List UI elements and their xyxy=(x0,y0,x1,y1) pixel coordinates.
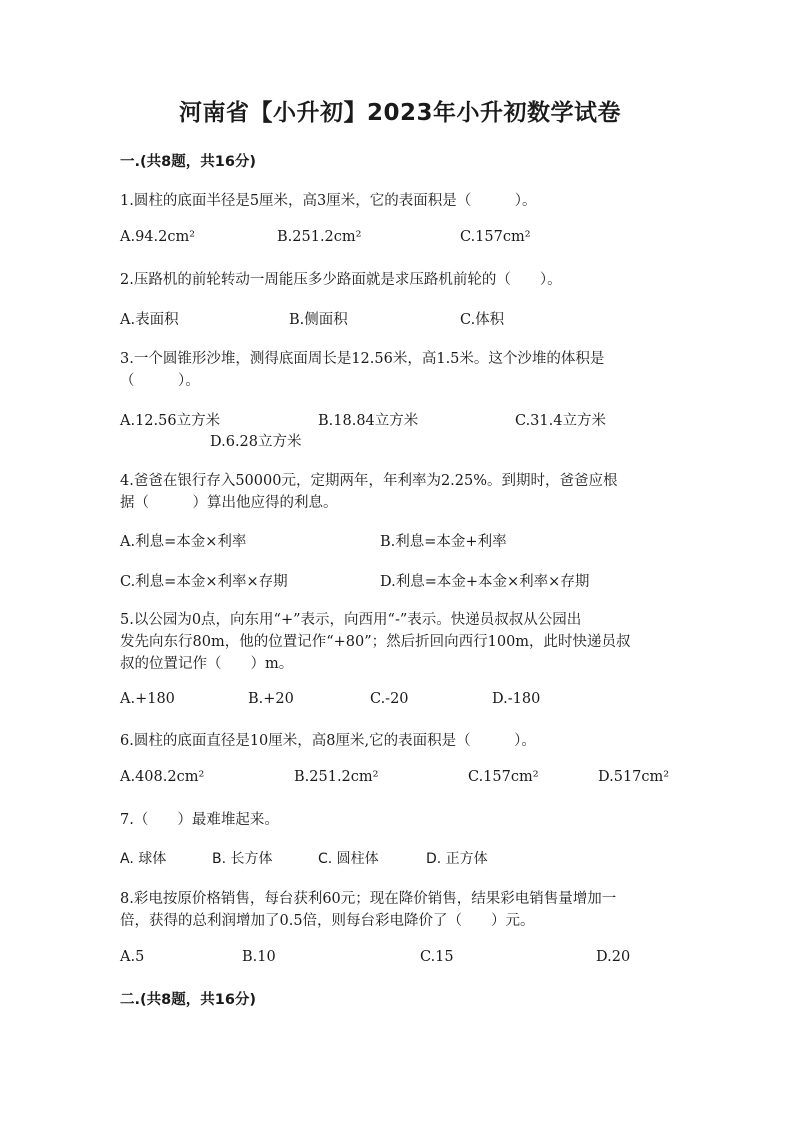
question-6-option-d[interactable]: D.517cm² xyxy=(598,769,670,785)
question-8-option-b[interactable]: B.10 xyxy=(242,949,276,965)
question-6-option-a[interactable]: A.408.2cm² xyxy=(120,769,205,785)
question-2-option-c[interactable]: C.体积 xyxy=(460,312,505,328)
question-7-option-b[interactable]: B. 长方体 xyxy=(212,851,273,867)
question-1-option-b[interactable]: B.251.2cm² xyxy=(277,229,362,245)
question-3-option-a[interactable]: A.12.56立方米 xyxy=(120,413,221,429)
section-heading-2: 二.(共8题，共16分) xyxy=(120,992,257,1008)
page-title: 河南省【小升初】2023年小升初数学试卷 xyxy=(178,100,621,126)
question-4-option-b[interactable]: B.利息=本金+利率 xyxy=(380,534,507,550)
question-8-option-d[interactable]: D.20 xyxy=(596,949,631,965)
question-1-option-c[interactable]: C.157cm² xyxy=(460,229,531,245)
question-5-stem-line-3: 叔的位置记作（ ）m。 xyxy=(120,656,294,672)
question-8-option-a[interactable]: A.5 xyxy=(120,949,145,965)
question-5-option-d[interactable]: D.-180 xyxy=(492,691,541,707)
question-3-option-c[interactable]: C.31.4立方米 xyxy=(515,413,606,429)
question-4-stem-line-2: 据（ ）算出他应得的利息。 xyxy=(120,495,338,511)
question-3-option-b[interactable]: B.18.84立方米 xyxy=(318,413,419,429)
question-5-stem-line-1: 5.以公园为0点，向东用“+”表示，向西用“-”表示。快递员叔叔从公园出 xyxy=(120,612,582,628)
question-8-stem-line-2: 倍，获得的总利润增加了0.5倍，则每台彩电降价了（ ）元。 xyxy=(120,913,535,929)
question-2-option-a[interactable]: A.表面积 xyxy=(120,312,179,328)
question-8-option-c[interactable]: C.15 xyxy=(420,949,454,965)
question-7-stem: 7.（ ）最难堆起来。 xyxy=(120,812,279,828)
question-5-option-a[interactable]: A.+180 xyxy=(120,691,175,707)
question-6-option-c[interactable]: C.157cm² xyxy=(468,769,539,785)
question-5-option-b[interactable]: B.+20 xyxy=(248,691,294,707)
question-7-option-a[interactable]: A. 球体 xyxy=(120,851,167,867)
question-1-stem: 1.圆柱的底面半径是5厘米，高3厘米，它的表面积是（ ）。 xyxy=(120,193,537,209)
question-4-option-c[interactable]: C.利息=本金×利率×存期 xyxy=(120,574,288,590)
question-5-stem-line-2: 发先向东行80m，他的位置记作“+80”；然后折回向西行100m，此时快递员叔 xyxy=(120,634,631,650)
question-7-option-c[interactable]: C. 圆柱体 xyxy=(318,851,379,867)
question-6-option-b[interactable]: B.251.2cm² xyxy=(294,769,379,785)
question-4-stem-line-1: 4.爸爸在银行存入50000元，定期两年，年利率为2.25%。到期时，爸爸应根 xyxy=(120,473,618,489)
question-8-stem-line-1: 8.彩电按原价格销售，每台获利60元；现在降价销售，结果彩电销售量增加一 xyxy=(120,891,617,907)
question-2-option-b[interactable]: B.侧面积 xyxy=(289,312,348,328)
question-3-stem-line-2: （ ）。 xyxy=(120,373,200,389)
question-3-stem-line-1: 3.一个圆锥形沙堆，测得底面周长是12.56米，高1.5米。这个沙堆的体积是 xyxy=(120,351,605,367)
question-4-option-a[interactable]: A.利息=本金×利率 xyxy=(120,534,247,550)
question-4-option-d[interactable]: D.利息=本金+本金×利率×存期 xyxy=(380,574,590,590)
question-6-stem: 6.圆柱的底面直径是10厘米，高8厘米,它的表面积是（ ）。 xyxy=(120,733,536,749)
question-5-option-c[interactable]: C.-20 xyxy=(370,691,409,707)
question-1-option-a[interactable]: A.94.2cm² xyxy=(120,229,196,245)
question-7-option-d[interactable]: D. 正方体 xyxy=(426,851,488,867)
section-heading-1: 一.(共8题，共16分) xyxy=(120,154,257,170)
question-3-option-d[interactable]: D.6.28立方米 xyxy=(210,434,302,450)
question-2-stem: 2.压路机的前轮转动一周能压多少路面就是求压路机前轮的（ ）。 xyxy=(120,272,562,288)
